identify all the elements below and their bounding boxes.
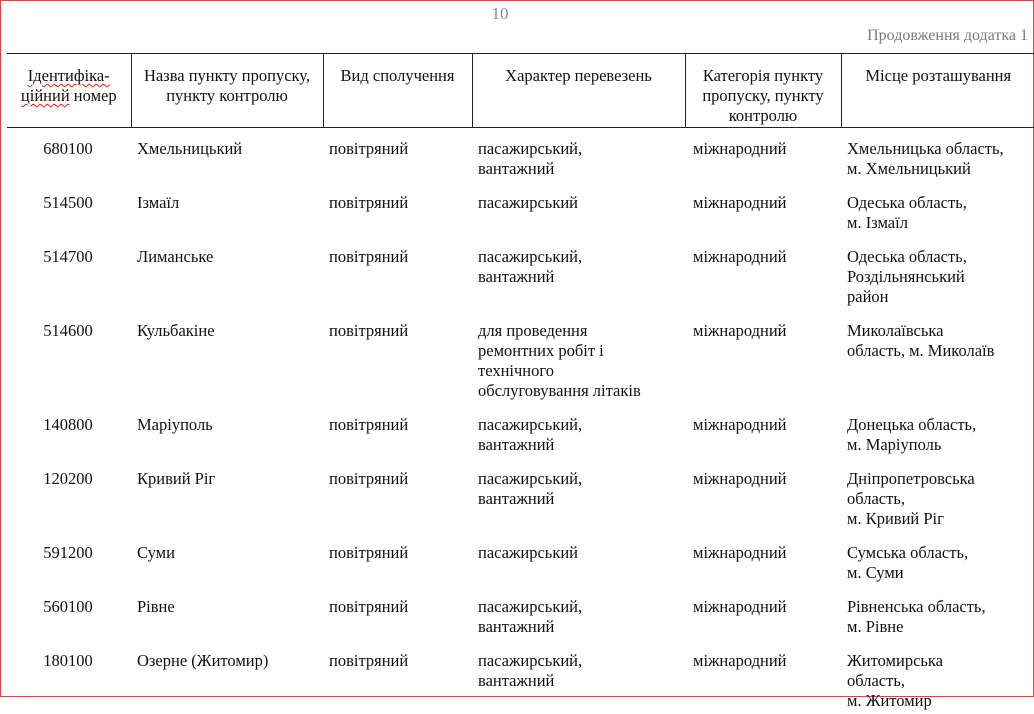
table-row — [7, 404, 1034, 458]
header-traffic: Характер перевезень — [472, 54, 685, 128]
cell-location-line: Хмельницька область, — [847, 139, 1029, 159]
cell-traffic-line: пасажирський, — [478, 469, 679, 489]
cell-traffic-line: технічного — [478, 361, 679, 381]
cell-location-line: Одеська область, — [847, 247, 1029, 267]
table-row — [7, 532, 1034, 586]
cell-id: 560100 — [7, 586, 131, 640]
cell-location-line: Роздільнянський — [847, 267, 1029, 287]
cell-id: 180100 — [7, 640, 131, 714]
cell-name: Кульбакіне — [131, 310, 323, 404]
checkpoints-table — [7, 53, 1034, 714]
cell-traffic — [472, 404, 685, 458]
cell-location-line: область, — [847, 489, 1029, 509]
cell-category: міжнародний — [685, 532, 841, 586]
cell-location-line: м. Хмельницький — [847, 159, 1029, 179]
cell-name: Рівне — [131, 586, 323, 640]
cell-location-line: Миколаївська — [847, 321, 1029, 341]
cell-category: міжнародний — [685, 640, 841, 714]
cell-location-line: м. Кривий Ріг — [847, 509, 1029, 529]
cell-location-line: Рівненська область, — [847, 597, 1029, 617]
cell-id: 140800 — [7, 404, 131, 458]
cell-traffic — [472, 586, 685, 640]
cell-location-line: м. Суми — [847, 563, 1029, 583]
cell-traffic-line: пасажирський, — [478, 597, 679, 617]
cell-traffic-line: пасажирський, — [478, 247, 679, 267]
cell-category: міжнародний — [685, 236, 841, 310]
cell-location-line: Донецька область, — [847, 415, 1029, 435]
cell-location — [841, 586, 1034, 640]
cell-name: Озерне (Житомир) — [131, 640, 323, 714]
cell-location-line: район — [847, 287, 1029, 307]
cell-id: 514500 — [7, 182, 131, 236]
cell-traffic-line: вантажний — [478, 489, 679, 509]
cell-location-line: Сумська область, — [847, 543, 1029, 563]
table-row — [7, 310, 1034, 404]
cell-traffic-line: пасажирський, — [478, 415, 679, 435]
cell-traffic-line: пасажирський — [478, 543, 679, 563]
cell-transport: повітряний — [323, 236, 472, 310]
cell-traffic — [472, 236, 685, 310]
cell-name: Лиманське — [131, 236, 323, 310]
cell-location-line: Житомирська — [847, 651, 1029, 671]
cell-transport: повітряний — [323, 458, 472, 532]
cell-location-line: область, — [847, 671, 1029, 691]
cell-traffic — [472, 532, 685, 586]
continuation-label: Продовження додатка 1 — [867, 27, 1028, 45]
cell-traffic-line: для проведення — [478, 321, 679, 341]
cell-traffic — [472, 310, 685, 404]
cell-location-line: м. Рівне — [847, 617, 1029, 637]
cell-location — [841, 640, 1034, 714]
cell-name: Хмельницький — [131, 128, 323, 183]
cell-traffic-line: вантажний — [478, 159, 679, 179]
table-row — [7, 458, 1034, 532]
cell-traffic-line: обслуговування літаків — [478, 381, 679, 401]
header-name: Назва пункту пропуску, пункту контролю — [131, 54, 323, 128]
cell-transport: повітряний — [323, 640, 472, 714]
cell-category: міжнародний — [685, 182, 841, 236]
table-body — [7, 128, 1034, 714]
page-number: 10 — [0, 4, 1000, 24]
header-transport: Вид сполучення — [323, 54, 472, 128]
table-row — [7, 236, 1034, 310]
cell-location — [841, 128, 1034, 183]
cell-traffic — [472, 640, 685, 714]
cell-name: Кривий Ріг — [131, 458, 323, 532]
header-id: Ідентифіка- ційний номер — [7, 54, 131, 128]
cell-id: 514600 — [7, 310, 131, 404]
cell-location-line: м. Маріуполь — [847, 435, 1029, 455]
cell-transport: повітряний — [323, 404, 472, 458]
cell-transport: повітряний — [323, 128, 472, 183]
cell-traffic-line: ремонтних робіт і — [478, 341, 679, 361]
cell-category: міжнародний — [685, 310, 841, 404]
cell-location-line: область, м. Миколаїв — [847, 341, 1029, 361]
cell-id: 120200 — [7, 458, 131, 532]
cell-traffic — [472, 182, 685, 236]
cell-traffic — [472, 128, 685, 183]
cell-location-line: Дніпропетровська — [847, 469, 1029, 489]
table-header-row — [7, 54, 1034, 128]
cell-id: 514700 — [7, 236, 131, 310]
cell-location-line: м. Ізмаїл — [847, 213, 1029, 233]
cell-category: міжнародний — [685, 458, 841, 532]
cell-id: 591200 — [7, 532, 131, 586]
cell-location-line: Одеська область, — [847, 193, 1029, 213]
cell-location — [841, 404, 1034, 458]
cell-category: міжнародний — [685, 404, 841, 458]
table-row — [7, 182, 1034, 236]
cell-transport: повітряний — [323, 586, 472, 640]
table-row — [7, 128, 1034, 183]
cell-location — [841, 310, 1034, 404]
cell-location-line: м. Житомир — [847, 691, 1029, 711]
cell-traffic — [472, 458, 685, 532]
cell-traffic-line: вантажний — [478, 617, 679, 637]
cell-name: Суми — [131, 532, 323, 586]
table-row — [7, 640, 1034, 714]
cell-traffic-line: пасажирський — [478, 193, 679, 213]
cell-traffic-line: пасажирський, — [478, 139, 679, 159]
cell-traffic-line: вантажний — [478, 671, 679, 691]
cell-transport: повітряний — [323, 182, 472, 236]
cell-transport: повітряний — [323, 310, 472, 404]
cell-traffic-line: вантажний — [478, 435, 679, 455]
cell-location — [841, 532, 1034, 586]
cell-traffic-line: пасажирський, — [478, 651, 679, 671]
cell-name: Маріуполь — [131, 404, 323, 458]
cell-transport: повітряний — [323, 532, 472, 586]
cell-name: Ізмаїл — [131, 182, 323, 236]
cell-location — [841, 236, 1034, 310]
cell-traffic-line: вантажний — [478, 267, 679, 287]
table-row — [7, 586, 1034, 640]
cell-location — [841, 458, 1034, 532]
cell-category: міжнародний — [685, 128, 841, 183]
cell-location — [841, 182, 1034, 236]
header-location: Місце розташування — [841, 54, 1034, 128]
header-category: Категорія пункту пропуску, пункту контролю — [685, 54, 841, 128]
cell-category: міжнародний — [685, 586, 841, 640]
cell-id: 680100 — [7, 128, 131, 183]
